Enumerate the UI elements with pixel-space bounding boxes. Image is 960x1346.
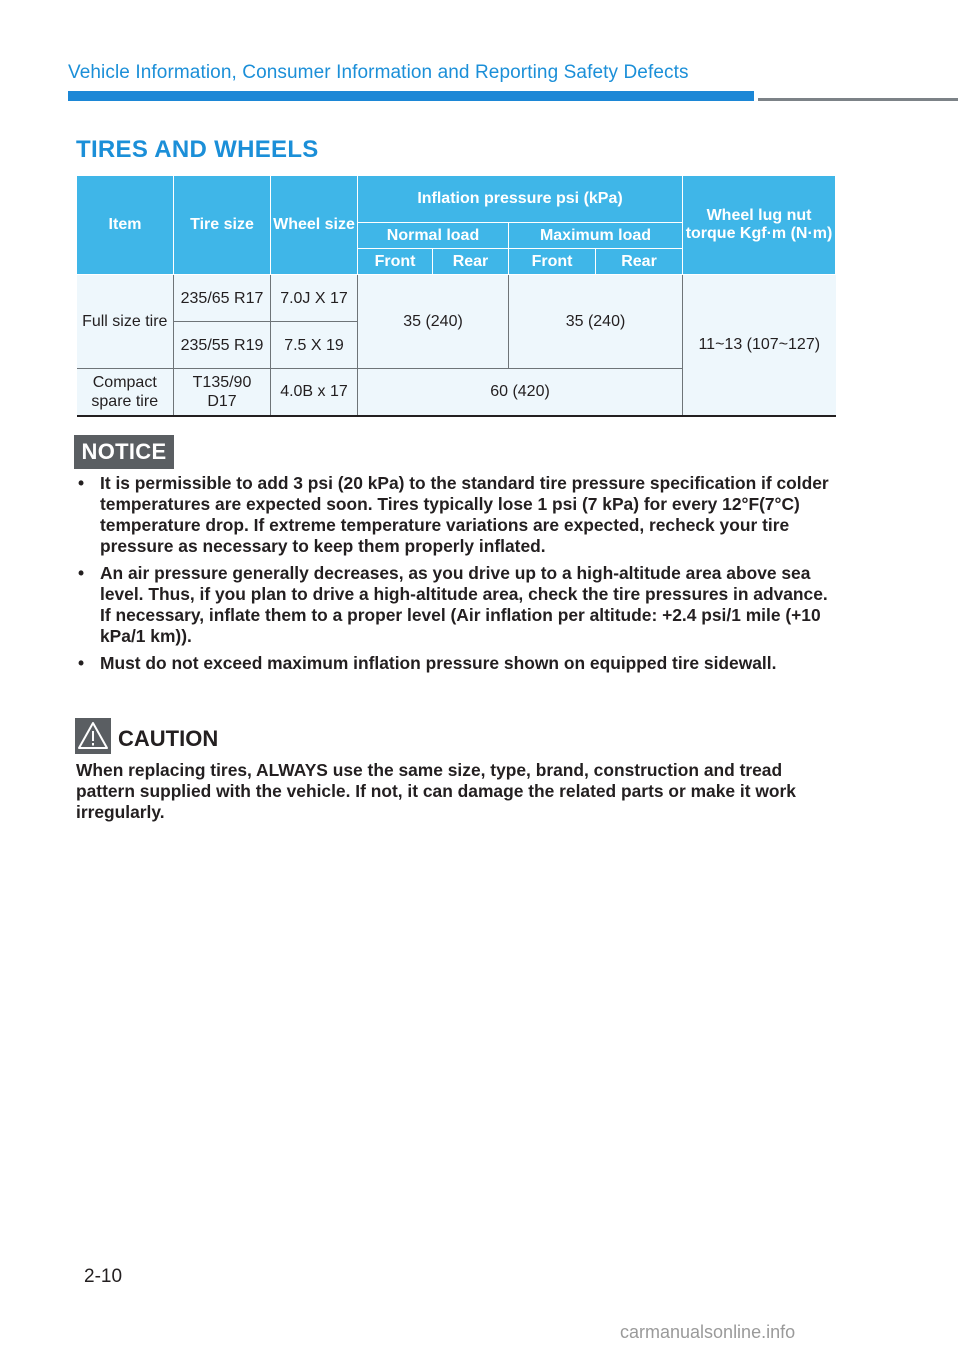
section-title: TIRES AND WHEELS [76,136,319,163]
header-maximum-front: Front [509,249,596,275]
header-divider-line [758,98,958,101]
page-number: 2-10 [84,1266,123,1287]
header-normal-front: Front [358,249,433,275]
table-row [77,275,836,322]
cell-maximum-load-pressure: 35 (240) [509,275,683,369]
cell-wheel-size: 7.0J X 17 [271,275,358,322]
caution-text: When replacing tires, ALWAYS use the same size, type, brand, construction and tread pattern supplied with the vehicle. If not, it can damage the related parts or make it work irregularly. [76,760,796,822]
bullet: • [78,473,85,493]
header-normal-rear: Rear [433,249,509,275]
header-normal-load: Normal load [358,223,509,249]
notice-badge: NOTICE [74,435,174,469]
header-tire-size: Tire size [174,176,271,275]
notice-text: An air pressure generally decreases, as you drive up to a high-altitude area above sea level. Thus, if you plan to drive a high-altitude area, check the tire pressures in advance. If necessary, inflate them to a proper level (Air inflation per altitude: +2.4 psi/1 mile (+10 kPa/1 km)). [100,563,828,646]
list-item [76,473,836,557]
cell-lug-nut-torque: 11~13 (107~127) [683,275,836,416]
cell-full-size-item: Full size tire [77,275,174,369]
cell-tire-size: 235/65 R17 [174,275,271,322]
caution-title: CAUTION [118,726,219,751]
notice-text: Must do not exceed maximum inflation pressure shown on equipped tire sidewall. [100,653,777,673]
header-accent-bar [68,91,754,101]
cell-wheel-size: 4.0B x 17 [271,369,358,416]
tires-wheels-table [76,175,836,417]
header-lug-nut-torque: Wheel lug nut torque Kgf·m (N·m) [683,176,836,275]
header-maximum-rear: Rear [596,249,683,275]
header-wheel-size: Wheel size [271,176,358,275]
warning-triangle-icon [75,718,111,754]
notice-list [76,473,836,680]
bullet: • [78,563,85,583]
cell-compact-spare-item: Compact spare tire [77,369,174,416]
header-maximum-load: Maximum load [509,223,683,249]
list-item [76,563,836,647]
header-inflation-pressure: Inflation pressure psi (kPa) [358,176,683,223]
cell-normal-load-pressure: 35 (240) [358,275,509,369]
list-item [76,653,836,674]
cell-tire-size: 235/55 R19 [174,322,271,369]
footer-watermark: carmanualsonline.info [620,1322,796,1342]
cell-wheel-size: 7.5 X 19 [271,322,358,369]
bullet: • [78,653,85,673]
cell-tire-size: T135/90 D17 [174,369,271,416]
header-item: Item [77,176,174,275]
notice-text: It is permissible to add 3 psi (20 kPa) to the standard tire pressure specification if colder temperatures are expected soon. Tires typically lose 1 psi (7 kPa) for every 12°F(7°C) temperature drop. If extreme temperature variations are expected, recheck your tire pressure as necessary to keep them properly inflated. [100,473,829,556]
cell-compact-spare-pressure: 60 (420) [358,369,683,416]
chapter-title: Vehicle Information, Consumer Information and Reporting Safety Defects [68,62,689,83]
